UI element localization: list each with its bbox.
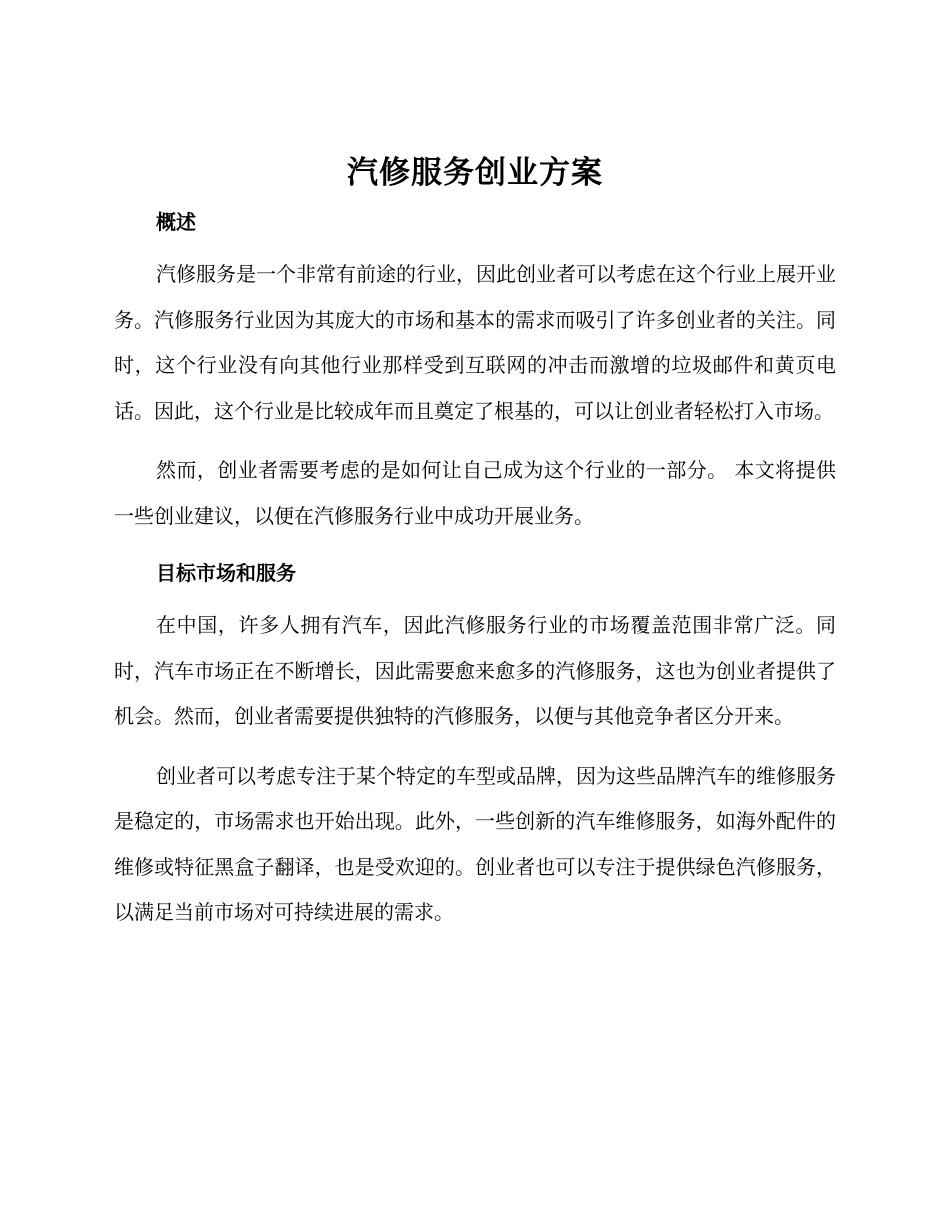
document-title: 汽修服务创业方案 — [347, 155, 603, 191]
overview-paragraph-2: 然而，创业者需要考虑的是如何让自己成为这个行业的一部分。 本文将提供一些创业建议，以便在汽修服务行业中成功开展业务。 — [114, 458, 836, 528]
overview-paragraph-1: 汽修服务是一个非常有前途的行业，因此创业者可以考虑在这个行业上展开业务。汽修服务行业因为其庞大的市场和基本的需求而吸引了许多创业者的关注。同时，这个行业没有向其他行业那样受到互联网的冲击而激增的垃圾邮件和黄页电话。因此，这个行业是比较成年而且奠定了根基的，可以让创业者轻松打入市场。 — [114, 262, 836, 423]
section-heading-overview: 概述 — [156, 210, 196, 234]
target-market-paragraph-2: 创业者可以考虑专注于某个特定的车型或品牌，因为这些品牌汽车的维修服务是稳定的，市场需求也开始出现。此外，一些创新的汽车维修服务，如海外配件的维修或特征黑盒子翻译，也是受欢迎的。创业者也可以专注于提供绿色汽修服务，以满足当前市场对可持续进展的需求。 — [114, 763, 836, 924]
target-market-paragraph-1: 在中国，许多人拥有汽车，因此汽修服务行业的市场覆盖范围非常广泛。同时，汽车市场正在不断增长，因此需要愈来愈多的汽修服务，这也为创业者提供了机会。然而，创业者需要提供独特的汽修服务，以便与其他竞争者区分开来。 — [114, 613, 836, 728]
section-heading-target-market: 目标市场和服务 — [156, 561, 296, 585]
